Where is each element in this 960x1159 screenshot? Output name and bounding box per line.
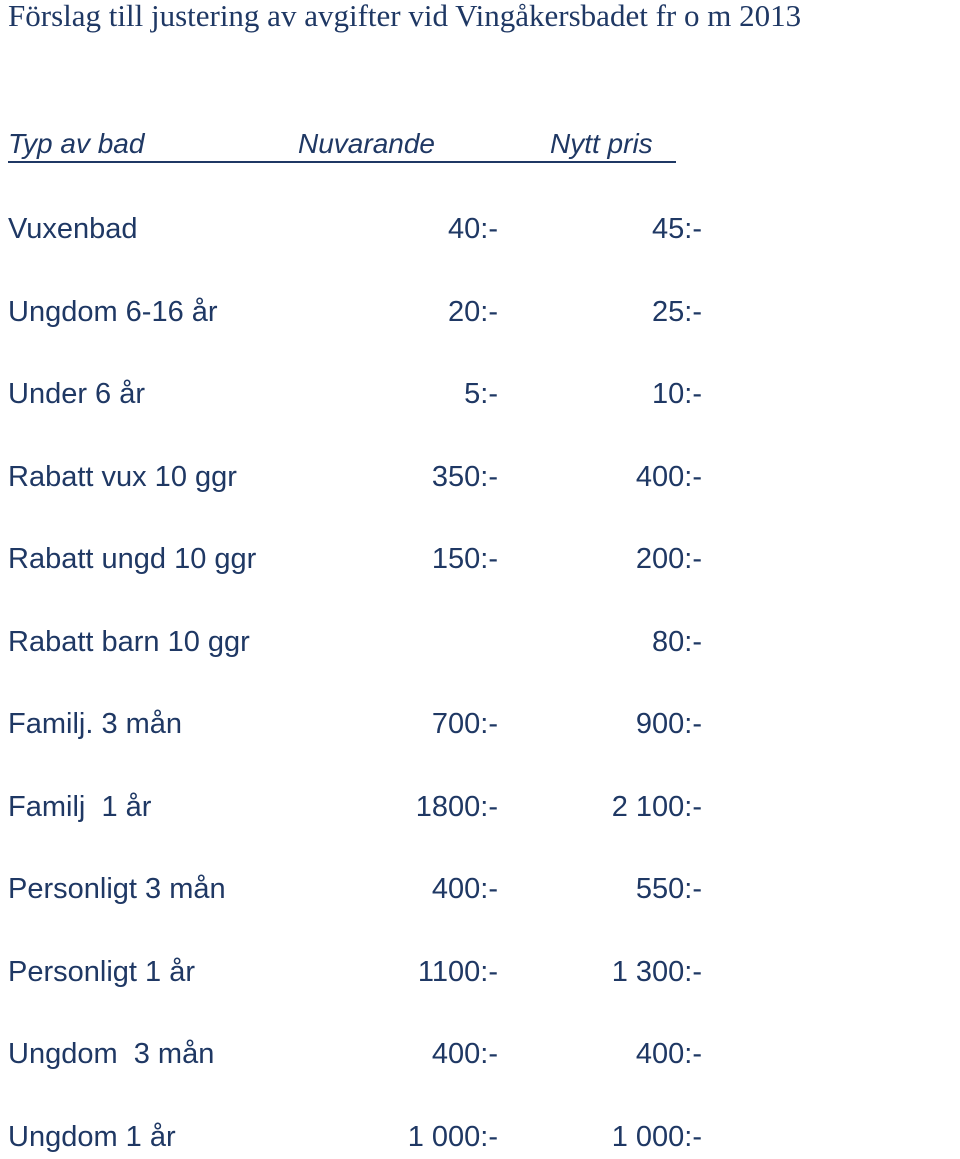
table-row (0, 457, 760, 497)
row-new-price: 25:- (652, 296, 702, 328)
header-underline (8, 161, 676, 163)
row-current-price: 700:- (431, 708, 498, 740)
header-type: Typ av bad (8, 128, 145, 159)
row-current-price: 150:- (431, 543, 498, 575)
row-current-price: 1800:- (415, 791, 498, 823)
row-current-price: 400:- (431, 873, 498, 905)
row-type: Rabatt ungd 10 ggr (8, 543, 257, 575)
row-new-price: 1 300:- (611, 956, 702, 988)
document-title: Förslag till justering av avgifter vid Vingåkersbadet fr o m 2013 (8, 0, 802, 33)
row-type: Under 6 år (8, 378, 146, 410)
row-type: Rabatt vux 10 ggr (8, 461, 237, 493)
row-new-price: 550:- (635, 873, 702, 905)
row-new-price: 1 000:- (611, 1121, 702, 1153)
table-row (0, 622, 760, 662)
table-row (0, 539, 760, 579)
row-current-price: 350:- (431, 461, 498, 493)
header-new-price: Nytt pris (550, 128, 653, 159)
header-current-price: Nuvarande (298, 128, 435, 159)
table-row (0, 869, 760, 909)
row-current-price: 5:- (464, 378, 498, 410)
row-type: Rabatt barn 10 ggr (8, 626, 250, 658)
row-type: Vuxenbad (8, 213, 138, 245)
row-new-price: 10:- (652, 378, 702, 410)
row-type: Familj. 3 mån (8, 708, 183, 740)
row-type: Ungdom 3 mån (8, 1038, 215, 1070)
table-row (0, 952, 760, 992)
table-row (0, 374, 760, 414)
row-current-price: 1 000:- (407, 1121, 498, 1153)
table-header (0, 128, 700, 164)
table-row (0, 209, 760, 249)
table-row (0, 292, 760, 332)
row-current-price: 1100:- (417, 956, 498, 988)
row-new-price: 400:- (635, 1038, 702, 1070)
row-type: Ungdom 6-16 år (8, 296, 218, 328)
row-current-price: 400:- (431, 1038, 498, 1070)
table-row (0, 787, 760, 827)
row-new-price: 900:- (635, 708, 702, 740)
row-new-price: 2 100:- (611, 791, 702, 823)
table-row (0, 704, 760, 744)
row-type: Familj 1 år (8, 791, 152, 823)
row-current-price: 40:- (448, 213, 498, 245)
row-type: Personligt 1 år (8, 956, 195, 988)
row-new-price: 80:- (652, 626, 702, 658)
table-row (0, 1034, 760, 1074)
row-type: Personligt 3 mån (8, 873, 226, 905)
row-new-price: 200:- (635, 543, 702, 575)
row-current-price: 20:- (448, 296, 498, 328)
row-new-price: 400:- (635, 461, 702, 493)
table-row (0, 1117, 760, 1157)
row-type: Ungdom 1 år (8, 1121, 176, 1153)
row-new-price: 45:- (652, 213, 702, 245)
